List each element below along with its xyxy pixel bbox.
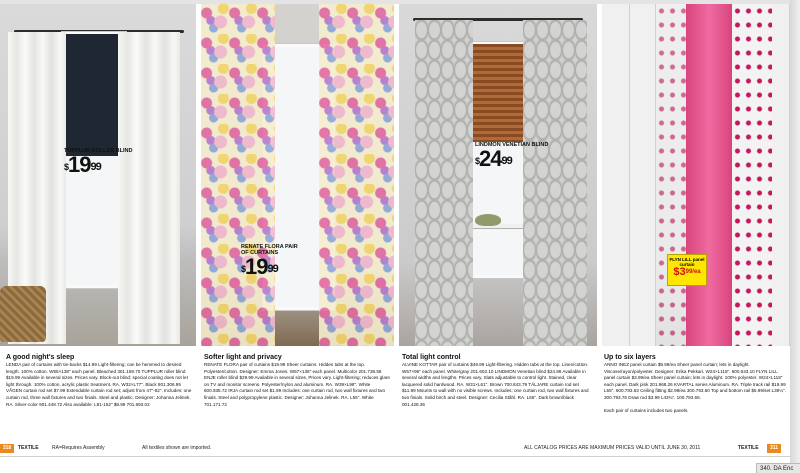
venetian-blind — [473, 44, 523, 142]
roller-blind-black — [66, 34, 120, 156]
product-name: FLYN LILL panel curtain — [669, 257, 705, 267]
footer-divider — [0, 456, 790, 457]
panel-curtain — [602, 4, 630, 346]
page-edge-shadow — [790, 0, 800, 473]
photo-bedroom-curtains — [0, 4, 196, 346]
footer-ra-note: RA=Requires Assembly — [52, 445, 105, 451]
section-softer-light — [204, 354, 392, 408]
product-name: LINDMON VENETIAN BLIND — [475, 142, 549, 148]
section-heading: Up to six layers — [604, 354, 656, 361]
product-price: $^{\$}24^{99}$ — [475, 146, 512, 171]
panel-curtain-dotted — [656, 4, 686, 346]
curtain-left-floral — [201, 4, 275, 346]
panel-curtain — [772, 4, 790, 346]
price-tag-lindmon — [475, 142, 548, 170]
product-price: $\$3^{99/ea}$ — [673, 266, 701, 278]
footer-brand-left: TEXTILE — [18, 445, 39, 451]
price-tag-renate-flora — [241, 244, 301, 278]
panel-curtain-pink — [686, 4, 732, 346]
product-name: TUPPLUR ROLLER BLIND — [64, 148, 133, 154]
section-body: LENDA pair of curtains with tie-backs $14.99 Light-filtering; can be hemmed to desired length. 100% cotton. W55×138" each panel. Bleached 301.159.70 TUPPLUR roller blind $19.99 Available in several sizes. Prices vary. Block-out blind; special coating does not let light through. 100% cotton, acrylic plastic treatment. RA. W32×L77". Black 801.306.95 VÅGEN curtain rod set $7.99 Extendable curtain rod set; adjust from 47"-82". Includes: one curtain rod, three wall fixtures and two finials. Steel and plastic. Designer: Johanna Jelinek. RA. Silver-color 901.448.72 Also available: L81-152" $9.99 701.693.02 — [6, 362, 192, 407]
footer-imported-note: All textiles shown are imported. — [142, 445, 212, 451]
footer-price-note: ALL CATALOG PRICES ARE MAXIMUM PRICES VALID UNTIL JUNE 30, 2011 — [524, 445, 701, 451]
section-body: ALVINE KOTTAR pair of curtains $49.99 Light-filtering. Hidden tabs at the top. Linen/cotton. W57×96" each panel. White/gray 201.602.10 LINDMON Venetian blind $24.99 Available in several widths and lengths. Prices vary. Slats adjustable to control light. Stained, clear lacquered solid hardwood. RA. W31×L61". Brown 700.843.79 TÄLJARE curtain rod set $11.99 Mounts to wall with no visible screws. Includes: one curtain rod, two wall fixtures and two finials. Solid birch and steel. Designer: Cecilia Ståhl. RA. L55". Dark brown/black 001.428.36 — [402, 362, 589, 407]
photo-floral-curtains — [201, 4, 394, 346]
price-label-flyn-lill — [667, 254, 707, 286]
product-price: $^{\$}19^{99}$ — [241, 254, 278, 279]
footer-brand-right: TEXTILE — [738, 445, 759, 451]
curtain-left-patterned — [415, 20, 473, 346]
section-body: RENATE FLORA pair of curtains $19.99 Sheer curtains. Hidden tabs at the top. Polyester/cotton. Designer: Emma Jones. W57×136" each panel. Multicolor 201.738.58 ENJE roller blind $29.99 Available in several sizes. Prices vary. Light-filtering; reduces glare on TV and monitor screens. Polyester/nylon and aluminum. RA. W39×L98". White 600.935.72 IRJA curtain rod set $1.99 Includes: one curtain rod, two wall fixtures and two finials. Steel and polypropylene plastic. Designer: Johanna Jelinek. RA. L55". White 701.171.72 — [204, 362, 390, 407]
section-heading: Softer light and privacy — [204, 354, 282, 361]
section-total-light-control — [402, 354, 590, 408]
section-six-layers — [604, 354, 788, 414]
curtain-right-patterned — [523, 20, 587, 346]
plant-pot — [475, 214, 501, 226]
section-body: ANNO INEZ panel curtain $9.99/ea Sheer panel curtain; lets in daylight. Viscose/rayon/polyester. Designer: Erika Pekkari. W24×L118". 600.633.10 FLYN LILL panel curtain $3.99/ea Sheer panel curtain; lets in daylight. 100% polyester. W24×L118" each panel. Dark pink 201.968.26 KVARTAL series Aluminum. RA. Triple track rail $19.99 L55". 600.793.63 Ceiling fitting $2.99/ea 300.793.60 Top and bottom rail $5.99/set L39¼". 300.793.76 Draw rod $3.99 L43¾". 100.793.66. — [604, 362, 786, 400]
price-tag-tupplur — [64, 148, 132, 176]
section-good-night-sleep — [6, 354, 194, 408]
corner-stamp: 340. DA Enc — [756, 463, 800, 473]
product-name: RENATE FLORA PAIR OF CURTAINS — [241, 244, 298, 256]
section-heading: A good night's sleep — [6, 354, 75, 361]
product-price: $^{\$}19^{99}$ — [64, 152, 101, 177]
panel-curtain-dotted — [732, 4, 772, 346]
section-note: Each pair of curtains includes two panels. — [604, 407, 689, 413]
page-number-left: 318 — [0, 444, 14, 453]
curtain-right — [118, 32, 180, 344]
curtain-right-floral — [319, 4, 394, 346]
panel-curtain — [630, 4, 656, 346]
photo-venetian-blind — [399, 4, 597, 346]
wicker-basket — [0, 286, 46, 342]
page-number-right: 311 — [767, 444, 781, 453]
photo-panel-curtains — [602, 4, 790, 346]
section-heading: Total light control — [402, 354, 461, 361]
